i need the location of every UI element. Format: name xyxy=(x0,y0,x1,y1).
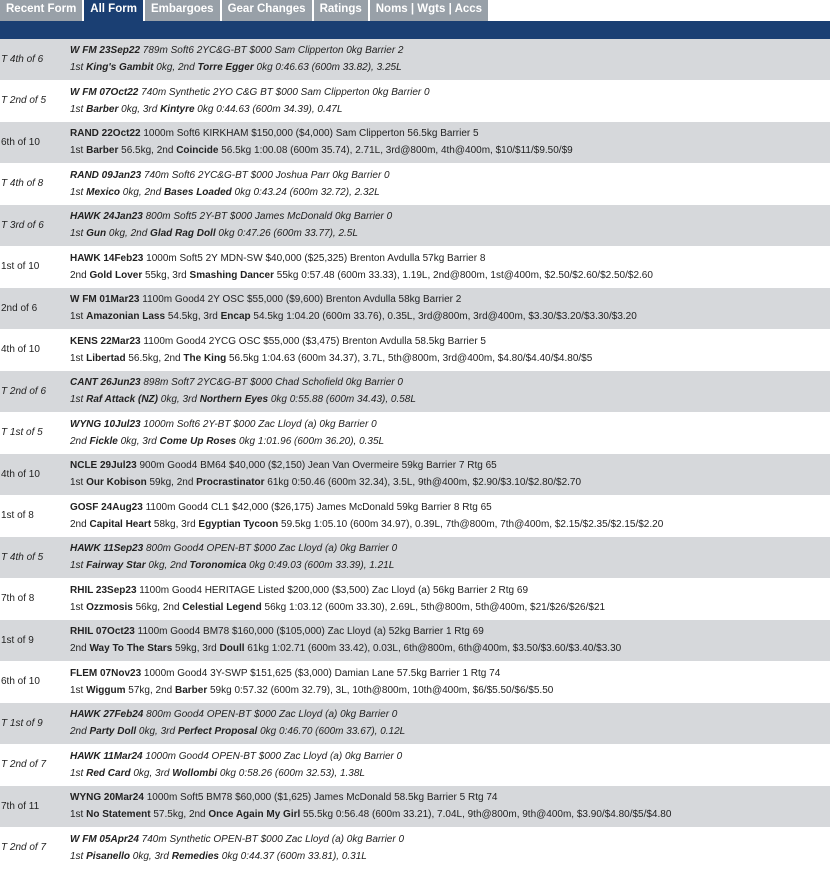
form-row xyxy=(0,579,830,621)
venue-date: W FM 07Oct22 xyxy=(70,87,138,98)
race-info: 898m Soft7 2YC&G-BT $000 Chad Schofield 0kg Barrier 0 xyxy=(141,377,403,388)
placing-prefix: 2nd xyxy=(70,726,89,737)
race-info: 1000m Good4 OPEN-BT $000 Zac Lloyd (a) 0kg Barrier 0 xyxy=(143,751,403,762)
race-details xyxy=(70,39,830,80)
race-summary xyxy=(70,170,830,181)
placing-prefix: 1st xyxy=(70,62,86,73)
horse-name[interactable]: Ozzmosis xyxy=(86,602,133,613)
venue-date: FLEM 07Nov23 xyxy=(70,668,141,679)
placing-prefix: 1st xyxy=(70,851,86,862)
race-summary xyxy=(70,502,830,513)
race-info: 1000m Good4 3Y-SWP $151,625 ($3,000) Damian Lane 57.5kg Barrier 1 Rtg 74 xyxy=(141,668,500,679)
placings xyxy=(70,353,830,364)
finish-result: T 4th of 5 xyxy=(0,537,70,578)
race-info: 1000m Soft5 2Y MDN-SW $40,000 ($25,325) Brenton Avdulla 57kg Barrier 8 xyxy=(143,253,485,264)
placing-mid: 56.5kg, 2nd xyxy=(126,353,184,364)
race-summary xyxy=(70,543,830,554)
form-row xyxy=(0,371,830,413)
race-details xyxy=(70,620,830,661)
venue-date: HAWK 11Sep23 xyxy=(70,543,143,554)
placings xyxy=(70,394,830,405)
horse-name[interactable]: Gun xyxy=(86,228,106,239)
horse-name[interactable]: Northern Eyes xyxy=(200,394,268,405)
placing-stats: 55kg 0:57.48 (600m 33.33), 1.19L, 2nd@800m, 1st@400m, $2.50/$2.60/$2.50/$2.60 xyxy=(274,270,653,281)
horse-name[interactable]: Barber xyxy=(86,104,118,115)
placing-mid: 58kg, 3rd xyxy=(151,519,198,530)
placing-stats: 59kg 0:57.32 (600m 32.79), 3L, 10th@800m, 10th@400m, $6/$5.50/$6/$5.50 xyxy=(207,685,553,696)
race-info: 1000m Soft6 KIRKHAM $150,000 ($4,000) Sam Clipperton 56.5kg Barrier 5 xyxy=(141,128,479,139)
placing-stats: 0kg 0:43.24 (600m 32.72), 2.32L xyxy=(232,187,380,198)
race-details xyxy=(70,745,830,786)
race-info: 740m Soft6 2YC&G-BT $000 Joshua Parr 0kg Barrier 0 xyxy=(141,170,389,181)
horse-name[interactable]: Kintyre xyxy=(160,104,194,115)
placing-stats: 0kg 0:46.70 (600m 33.67), 0.12L xyxy=(257,726,405,737)
horse-name[interactable]: Mexico xyxy=(86,187,120,198)
finish-result: T 2nd of 6 xyxy=(0,371,70,412)
horse-name[interactable]: Libertad xyxy=(86,353,125,364)
placing-mid: 59kg, 2nd xyxy=(147,477,196,488)
venue-date: NCLE 29Jul23 xyxy=(70,460,137,471)
placing-prefix: 1st xyxy=(70,394,86,405)
horse-name[interactable]: Toronomica xyxy=(190,560,247,571)
placings xyxy=(70,104,830,115)
placing-stats: 0kg 0:58.26 (600m 32.53), 1.38L xyxy=(217,768,365,779)
placing-mid: 57.5kg, 2nd xyxy=(151,809,209,820)
placing-stats: 54.5kg 1:04.20 (600m 33.76), 0.35L, 3rd@800m, 3rd@400m, $3.30/$3.20/$3.30/$3.20 xyxy=(251,311,637,322)
venue-date: GOSF 24Aug23 xyxy=(70,502,143,513)
race-summary xyxy=(70,709,830,720)
race-info: 740m Synthetic 2YO C&G BT $000 Sam Clipperton 0kg Barrier 0 xyxy=(138,87,429,98)
race-info: 1100m Good4 BM78 $160,000 ($105,000) Zac Lloyd (a) 52kg Barrier 1 Rtg 69 xyxy=(135,626,484,637)
placing-mid: 0kg, 2nd xyxy=(146,560,190,571)
placing-prefix: 1st xyxy=(70,228,86,239)
horse-name[interactable]: Procrastinator xyxy=(196,477,264,488)
horse-name[interactable]: Capital Heart xyxy=(89,519,151,530)
race-details xyxy=(70,247,830,288)
placing-mid: 55kg, 3rd xyxy=(142,270,189,281)
form-row xyxy=(0,122,830,164)
placing-prefix: 1st xyxy=(70,809,86,820)
placing-prefix: 1st xyxy=(70,685,86,696)
placing-mid: 0kg, 2nd xyxy=(154,62,198,73)
horse-name[interactable]: Way To The Stars xyxy=(89,643,172,654)
form-row xyxy=(0,662,830,704)
horse-name[interactable]: The King xyxy=(183,353,226,364)
placings xyxy=(70,270,830,281)
form-list xyxy=(0,39,830,869)
horse-name[interactable]: Gold Lover xyxy=(89,270,142,281)
placings xyxy=(70,643,830,654)
form-row xyxy=(0,205,830,247)
placing-mid: 0kg, 2nd xyxy=(120,187,164,198)
race-details xyxy=(70,786,830,827)
race-info: 900m Good4 BM64 $40,000 ($2,150) Jean Van Overmeire 59kg Barrier 7 Rtg 65 xyxy=(137,460,497,471)
placings xyxy=(70,685,830,696)
finish-result: 7th of 11 xyxy=(0,786,70,827)
tab-recent-form[interactable]: Recent Form xyxy=(0,0,82,21)
horse-name[interactable]: Party Doll xyxy=(89,726,136,737)
horse-name[interactable]: Fickle xyxy=(89,436,117,447)
finish-result: T 1st of 9 xyxy=(0,703,70,744)
placing-stats: 55.5kg 0:56.48 (600m 33.21), 7.04L, 9th@800m, 9th@400m, $3.90/$4.80/$5/$4.80 xyxy=(300,809,671,820)
placing-prefix: 1st xyxy=(70,768,86,779)
placings xyxy=(70,477,830,488)
race-summary xyxy=(70,419,830,430)
race-info: 1000m Soft5 BM78 $60,000 ($1,625) James McDonald 58.5kg Barrier 5 Rtg 74 xyxy=(144,792,498,803)
race-details xyxy=(70,122,830,163)
race-info: 1100m Good4 2YCG OSC $55,000 ($3,475) Brenton Avdulla 58.5kg Barrier 5 xyxy=(141,336,486,347)
placings xyxy=(70,809,830,820)
finish-result: T 2nd of 7 xyxy=(0,745,70,786)
placings xyxy=(70,768,830,779)
horse-name[interactable]: Our Kobison xyxy=(86,477,147,488)
placings xyxy=(70,726,830,737)
race-details xyxy=(70,537,830,578)
horse-name[interactable]: Smashing Dancer xyxy=(190,270,274,281)
form-row xyxy=(0,828,830,869)
horse-name[interactable]: King's Gambit xyxy=(86,62,153,73)
horse-name[interactable]: Egyptian Tycoon xyxy=(198,519,278,530)
form-row xyxy=(0,745,830,787)
race-info: 1100m Good4 CL1 $42,000 ($26,175) James McDonald 59kg Barrier 8 Rtg 65 xyxy=(143,502,492,513)
placings xyxy=(70,228,830,239)
form-row xyxy=(0,413,830,455)
placings xyxy=(70,145,830,156)
horse-name[interactable]: Pisanello xyxy=(86,851,130,862)
race-summary xyxy=(70,792,830,803)
placing-prefix: 1st xyxy=(70,353,86,364)
form-row xyxy=(0,496,830,538)
placing-mid: 56kg, 2nd xyxy=(133,602,182,613)
race-summary xyxy=(70,294,830,305)
race-details xyxy=(70,703,830,744)
form-row xyxy=(0,620,830,662)
horse-name[interactable]: Amazonian Lass xyxy=(86,311,165,322)
horse-name[interactable]: Wollombi xyxy=(172,768,217,779)
race-summary xyxy=(70,253,830,264)
horse-name[interactable]: Torre Egger xyxy=(197,62,253,73)
tab-noms-wgts-accs[interactable]: Noms | Wgts | Accs xyxy=(370,0,488,21)
finish-result: 1st of 8 xyxy=(0,496,70,537)
placing-stats: 0kg 0:44.37 (600m 33.81), 0.31L xyxy=(219,851,367,862)
placing-mid: 56.5kg, 2nd xyxy=(118,145,176,156)
placing-stats: 0kg 0:46.63 (600m 33.82), 3.25L xyxy=(254,62,402,73)
race-summary xyxy=(70,834,830,845)
race-details xyxy=(70,164,830,205)
placing-mid: 0kg, 3rd xyxy=(118,436,160,447)
placing-stats: 61kg 1:02.71 (600m 33.42), 0.03L, 6th@800m, 6th@400m, $3.50/$3.60/$3.40/$3.30 xyxy=(245,643,622,654)
finish-result: T 4th of 8 xyxy=(0,164,70,205)
race-details xyxy=(70,828,830,869)
placings xyxy=(70,62,830,73)
race-details xyxy=(70,454,830,495)
placing-stats: 56kg 1:03.12 (600m 33.30), 2.69L, 5th@800m, 5th@400m, $21/$26/$26/$21 xyxy=(262,602,605,613)
placing-prefix: 1st xyxy=(70,311,86,322)
placings xyxy=(70,311,830,322)
form-row xyxy=(0,454,830,496)
race-summary xyxy=(70,211,830,222)
finish-result: 4th of 10 xyxy=(0,454,70,495)
finish-result: T 2nd of 7 xyxy=(0,828,70,869)
race-summary xyxy=(70,626,830,637)
placing-prefix: 1st xyxy=(70,477,86,488)
venue-date: W FM 01Mar23 xyxy=(70,294,139,305)
finish-result: 1st of 10 xyxy=(0,247,70,288)
form-row xyxy=(0,39,830,81)
form-row xyxy=(0,786,830,828)
form-row xyxy=(0,81,830,123)
placing-mid: 59kg, 3rd xyxy=(172,643,219,654)
finish-result: 6th of 10 xyxy=(0,662,70,703)
horse-name[interactable]: Raf Attack (NZ) xyxy=(86,394,158,405)
placing-prefix: 1st xyxy=(70,145,86,156)
horse-name[interactable]: Perfect Proposal xyxy=(178,726,257,737)
venue-date: HAWK 11Mar24 xyxy=(70,751,143,762)
race-summary xyxy=(70,87,830,98)
horse-name[interactable]: Barber xyxy=(86,145,118,156)
race-details xyxy=(70,579,830,620)
form-row xyxy=(0,330,830,372)
venue-date: RHIL 07Oct23 xyxy=(70,626,135,637)
horse-name[interactable]: Coincide xyxy=(176,145,218,156)
placing-prefix: 2nd xyxy=(70,270,89,281)
form-row xyxy=(0,703,830,745)
placing-stats: 59.5kg 1:05.10 (600m 34.97), 0.39L, 7th@800m, 7th@400m, $2.15/$2.35/$2.15/$2.20 xyxy=(278,519,663,530)
race-summary xyxy=(70,128,830,139)
race-summary xyxy=(70,377,830,388)
placing-prefix: 2nd xyxy=(70,436,89,447)
finish-result: T 3rd of 6 xyxy=(0,205,70,246)
venue-date: HAWK 24Jan23 xyxy=(70,211,143,222)
finish-result: 4th of 10 xyxy=(0,330,70,371)
race-summary xyxy=(70,460,830,471)
race-info: 1100m Good4 HERITAGE Listed $200,000 ($3,500) Zac Lloyd (a) 56kg Barrier 2 Rtg 69 xyxy=(137,585,529,596)
tab-all-form[interactable]: All Form xyxy=(84,0,143,21)
race-details xyxy=(70,496,830,537)
venue-date: RHIL 23Sep23 xyxy=(70,585,137,596)
horse-name[interactable]: Once Again My Girl xyxy=(208,809,300,820)
placing-prefix: 1st xyxy=(70,104,86,115)
tab-ratings[interactable]: Ratings xyxy=(314,0,368,21)
placing-stats: 61kg 0:50.46 (600m 32.34), 3.5L, 9th@400m, $2.90/$3.10/$2.80/$2.70 xyxy=(265,477,582,488)
finish-result: T 2nd of 5 xyxy=(0,81,70,122)
horse-name[interactable]: Remedies xyxy=(172,851,219,862)
finish-result: T 4th of 6 xyxy=(0,39,70,80)
race-details xyxy=(70,662,830,703)
horse-name[interactable]: Wiggum xyxy=(86,685,125,696)
race-details xyxy=(70,288,830,329)
placing-mid: 0kg, 3rd xyxy=(158,394,200,405)
finish-result: 7th of 8 xyxy=(0,579,70,620)
race-info: 1000m Soft6 2Y-BT $000 Zac Lloyd (a) 0kg Barrier 0 xyxy=(141,419,377,430)
placing-mid: 54.5kg, 3rd xyxy=(165,311,221,322)
race-details xyxy=(70,205,830,246)
race-details xyxy=(70,81,830,122)
horse-name[interactable]: Doull xyxy=(220,643,245,654)
race-summary xyxy=(70,336,830,347)
race-info: 800m Good4 OPEN-BT $000 Zac Lloyd (a) 0kg Barrier 0 xyxy=(143,543,397,554)
race-info: 1100m Good4 2Y OSC $55,000 ($9,600) Brenton Avdulla 58kg Barrier 2 xyxy=(139,294,461,305)
placing-prefix: 1st xyxy=(70,187,86,198)
placing-stats: 56.5kg 1:04.63 (600m 34.37), 3.7L, 5th@800m, 3rd@400m, $4.80/$4.40/$4.80/$5 xyxy=(226,353,592,364)
placing-mid: 0kg, 2nd xyxy=(106,228,150,239)
venue-date: W FM 05Apr24 xyxy=(70,834,139,845)
placings xyxy=(70,519,830,530)
placings xyxy=(70,187,830,198)
race-summary xyxy=(70,668,830,679)
placing-mid: 0kg, 3rd xyxy=(131,768,173,779)
finish-result: 2nd of 6 xyxy=(0,288,70,329)
tab-gear-changes[interactable]: Gear Changes xyxy=(222,0,312,21)
race-summary xyxy=(70,585,830,596)
horse-name[interactable]: Celestial Legend xyxy=(182,602,261,613)
race-info: 740m Synthetic OPEN-BT $000 Zac Lloyd (a) 0kg Barrier 0 xyxy=(139,834,404,845)
horse-name[interactable]: Red Card xyxy=(86,768,130,779)
placing-stats: 0kg 0:47.26 (600m 33.77), 2.5L xyxy=(216,228,358,239)
venue-date: W FM 23Sep22 xyxy=(70,45,140,56)
venue-date: RAND 22Oct22 xyxy=(70,128,141,139)
placing-stats: 0kg 0:49.03 (600m 33.39), 1.21L xyxy=(246,560,394,571)
horse-name[interactable]: Come Up Roses xyxy=(160,436,237,447)
horse-name[interactable]: Barber xyxy=(175,685,207,696)
placing-prefix: 2nd xyxy=(70,519,89,530)
race-info: 789m Soft6 2YC&G-BT $000 Sam Clipperton 0kg Barrier 2 xyxy=(140,45,403,56)
race-summary xyxy=(70,45,830,56)
placing-prefix: 2nd xyxy=(70,643,89,654)
placing-mid: 0kg, 3rd xyxy=(118,104,160,115)
placings xyxy=(70,851,830,862)
venue-date: CANT 26Jun23 xyxy=(70,377,141,388)
race-info: 800m Good4 OPEN-BT $000 Zac Lloyd (a) 0kg Barrier 0 xyxy=(143,709,397,720)
venue-date: RAND 09Jan23 xyxy=(70,170,141,181)
placing-prefix: 1st xyxy=(70,560,86,571)
placing-stats: 56.5kg 1:00.08 (600m 35.74), 2.71L, 3rd@800m, 4th@400m, $10/$11/$9.50/$9 xyxy=(218,145,572,156)
form-tabs xyxy=(0,0,830,21)
race-details xyxy=(70,413,830,454)
placing-mid: 0kg, 3rd xyxy=(130,851,172,862)
placings xyxy=(70,602,830,613)
placing-prefix: 1st xyxy=(70,602,86,613)
venue-date: WYNG 20Mar24 xyxy=(70,792,144,803)
placings xyxy=(70,436,830,447)
venue-date: KENS 22Mar23 xyxy=(70,336,141,347)
form-row xyxy=(0,247,830,289)
placing-mid: 0kg, 3rd xyxy=(136,726,178,737)
horse-name[interactable]: Encap xyxy=(221,311,251,322)
race-summary xyxy=(70,751,830,762)
horse-name[interactable]: Fairway Star xyxy=(86,560,145,571)
race-info: 800m Soft5 2Y-BT $000 James McDonald 0kg Barrier 0 xyxy=(143,211,392,222)
form-row xyxy=(0,288,830,330)
race-details xyxy=(70,371,830,412)
race-details xyxy=(70,330,830,371)
placings xyxy=(70,560,830,571)
tab-embargoes[interactable]: Embargoes xyxy=(145,0,220,21)
placing-stats: 0kg 0:55.88 (600m 34.43), 0.58L xyxy=(268,394,416,405)
placing-stats: 0kg 0:44.63 (600m 34.39), 0.47L xyxy=(195,104,343,115)
venue-date: HAWK 14Feb23 xyxy=(70,253,143,264)
placing-mid: 57kg, 2nd xyxy=(125,685,174,696)
placing-stats: 0kg 1:01.96 (600m 36.20), 0.35L xyxy=(236,436,384,447)
finish-result: 1st of 9 xyxy=(0,620,70,661)
form-row xyxy=(0,164,830,206)
finish-result: 6th of 10 xyxy=(0,122,70,163)
header-bar xyxy=(0,21,830,39)
horse-name[interactable]: No Statement xyxy=(86,809,150,820)
finish-result: T 1st of 5 xyxy=(0,413,70,454)
venue-date: HAWK 27Feb24 xyxy=(70,709,143,720)
venue-date: WYNG 10Jul23 xyxy=(70,419,141,430)
horse-name[interactable]: Glad Rag Doll xyxy=(150,228,216,239)
form-row xyxy=(0,537,830,579)
horse-name[interactable]: Bases Loaded xyxy=(164,187,232,198)
